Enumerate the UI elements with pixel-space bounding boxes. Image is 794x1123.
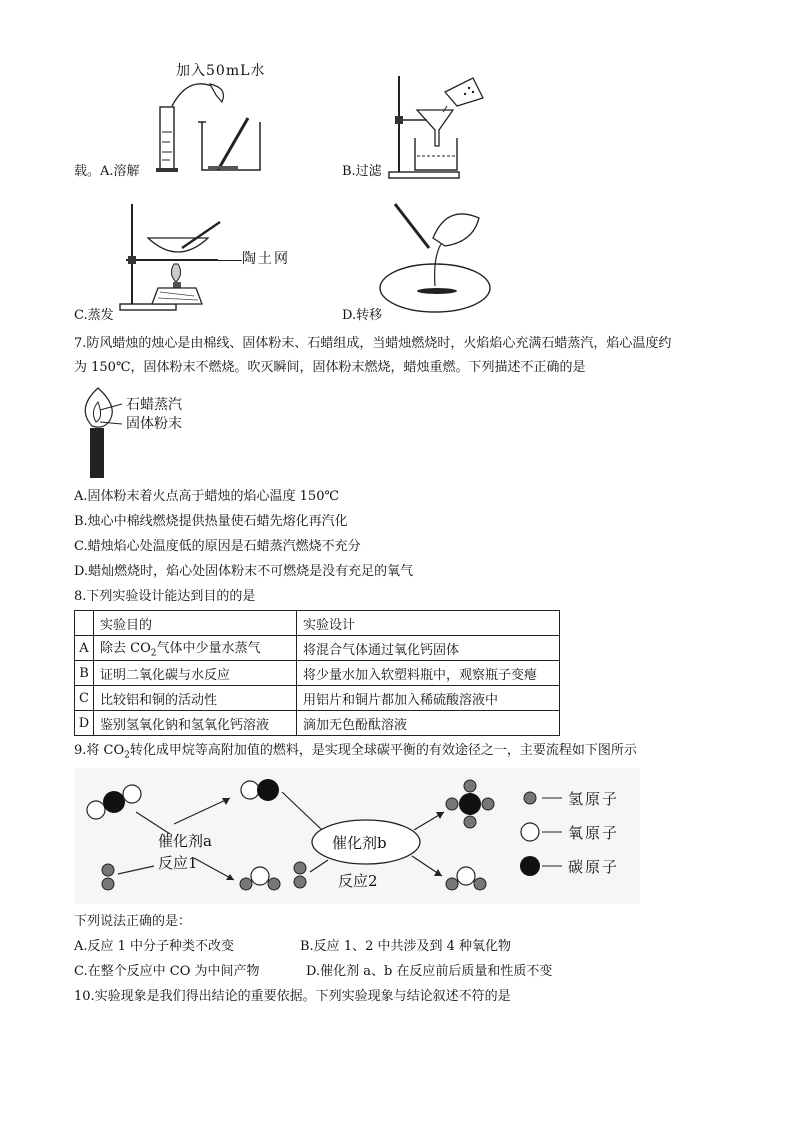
table-header-cell: 实验设计 [297,611,560,636]
table-row [75,661,560,686]
candle-label-powder: 固体粉末 [126,416,182,432]
q9-option-d: D.催化剂 a、b 在反应前后质量和性质不变 [306,964,553,979]
q9-option-a: A.反应 1 中分子种类不改变 [74,939,235,954]
caption-dissolve: A.溶解 [100,164,140,179]
q7-option-c: C.蜡烛焰心处温度低的原因是石蜡蒸汽燃烧不充分 [74,539,361,554]
row-design: 将混合气体通过氧化钙固体 [297,636,560,661]
legend-hydrogen: 氢原子 [568,790,620,808]
q10-stem: 10.实验现象是我们得出结论的重要依据。下列实验现象与结论叙述不符的是 [74,989,511,1004]
legend-carbon: 碳原子 [568,858,620,876]
table-header-cell: 实验目的 [94,611,297,636]
legend-oxygen: 氧原子 [568,824,620,842]
row-goal: 证明二氧化碳与水反应 [94,661,297,686]
q7-stem-line2: 为 150℃，固体粉末不燃烧。吹灭瞬间，固体粉末燃烧，蜡烛重燃。下列描述不正确的是 [74,360,586,375]
q7-option-b: B.烛心中棉线燃烧提供热量使石蜡先熔化再汽化 [74,514,348,529]
candle-label-vapor: 石蜡蒸汽 [126,397,182,413]
table-header-cell [75,611,94,636]
experiment-table [74,610,560,736]
row-design: 滴加无色酚酞溶液 [297,711,560,736]
row-design: 用铝片和铜片都加入稀硫酸溶液中 [297,686,560,711]
dissolve-note: 加入50mL水 [176,63,266,79]
row-goal: 比较铝和铜的活动性 [94,686,297,711]
caption-evaporate: C.蒸发 [74,308,114,323]
evaporate-note: 陶土网 [242,251,290,267]
figure-filter [385,66,495,181]
table-row [75,711,560,736]
q9-option-b: B.反应 1、2 中共涉及到 4 种氧化物 [300,939,512,954]
label-pointer-line [214,260,242,261]
reaction-2-label: 反应2 [338,872,378,890]
table-header-row [75,611,560,636]
reaction-1-label: 反应1 [158,854,198,872]
q9-stem: 9.将 $CO_2$转化成甲烷等高附加值的燃料，是实现全球碳平衡的有效途径之一，主要流程如下图所示 [74,743,637,761]
figure-transfer [375,198,495,316]
row-label: D [75,711,94,736]
q8-stem: 8.下列实验设计能达到目的的是 [74,589,256,604]
row-design: 将少量水加入软塑料瓶中，观察瓶子变瘪 [297,661,560,686]
table-row [75,636,560,661]
q7-option-d: D.蜡灿燃烧时，焰心处固体粉末不可燃烧是没有充足的氧气 [74,564,414,579]
figure-evaporate [118,200,238,312]
catalyst-b-label: 催化剂b [332,834,387,852]
q9-option-c: C.在整个反应中 CO 为中间产物 [74,964,260,979]
catalyst-a-label: 催化剂a [158,832,212,850]
row-label: C [75,686,94,711]
row-label: A [75,636,94,661]
q7-option-a: A.固体粉末着火点高于蜡烛的焰心温度 150℃ [74,489,340,504]
reaction-flow-diagram [74,768,640,904]
caption-filter: B.过滤 [342,164,382,179]
q7-stem-line1: 7.防风蜡烛的烛心是由棉线、固体粉末、石蜡组成，当蜡烛燃烧时，火焰焰心充满石蜡蒸汽，焰心温度约 [74,336,672,351]
row-goal: 鉴别氢氧化钠和氢氧化钙溶液 [94,711,297,736]
q9-prompt: 下列说法正确的是： [74,914,192,929]
q6-prefix: 载。 [74,164,101,179]
table-row [75,686,560,711]
row-goal: 除去 $CO_2$气体中少量水蒸气 [94,636,297,661]
row-label: B [75,661,94,686]
caption-transfer: D.转移 [342,308,383,323]
